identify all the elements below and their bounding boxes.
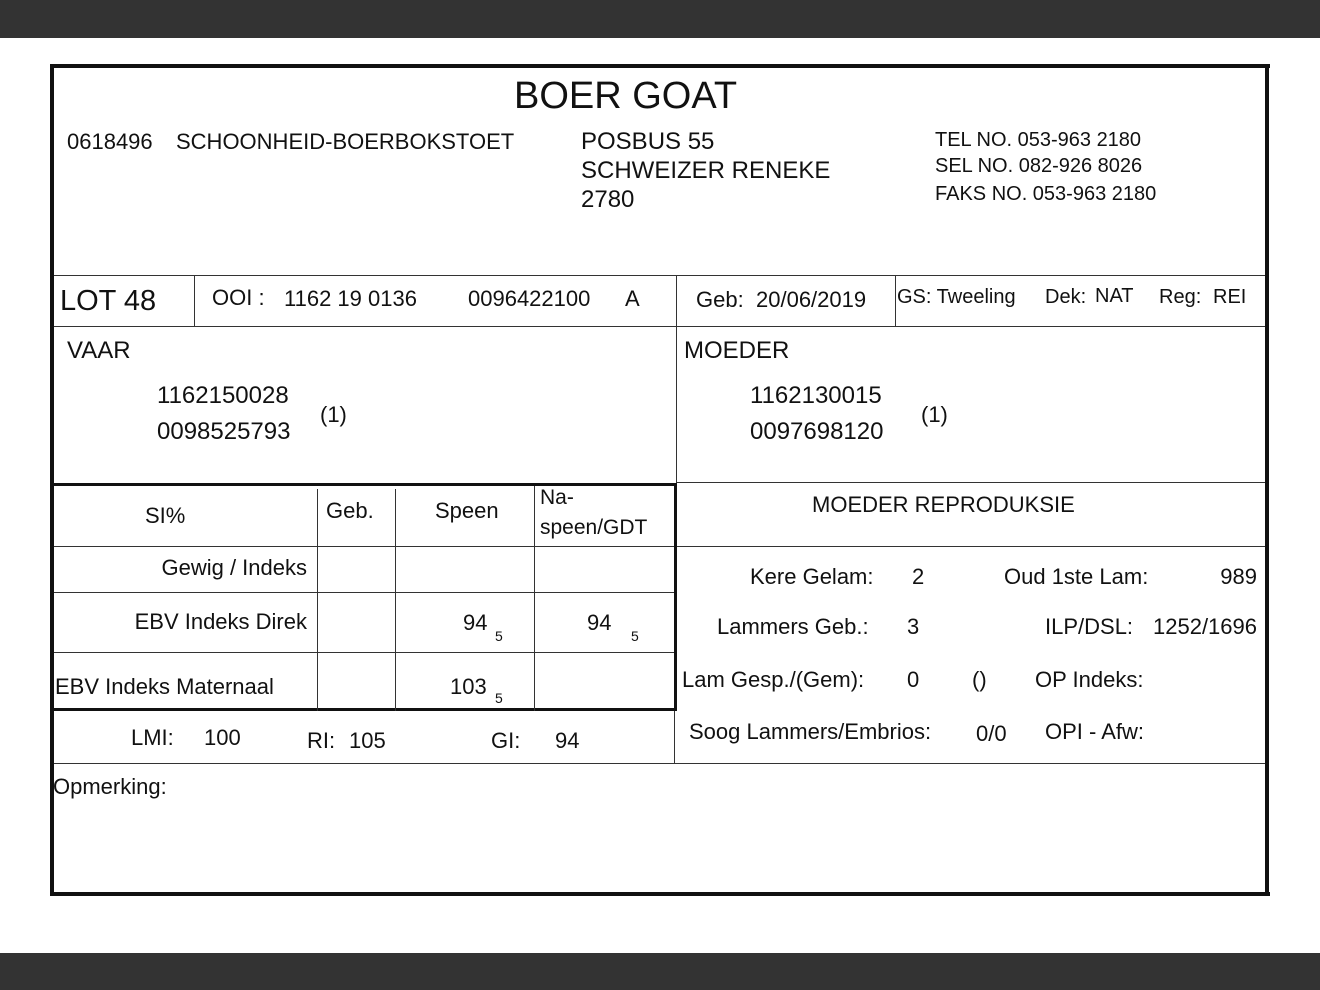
ebv-maternaal-speen-sub: 5 <box>495 690 503 706</box>
opi-label: OPI - Afw: <box>1045 719 1145 744</box>
divider-lot-row <box>54 326 1265 327</box>
indexes-divider <box>674 711 675 764</box>
reg-label: Reg: <box>1159 286 1202 308</box>
ooi-number: 0096422100 <box>468 286 591 311</box>
ooi-id: 1162 19 0136 <box>284 286 417 311</box>
ebv-maternaal-speen: 103 <box>450 674 487 699</box>
divider-moeder <box>676 482 1265 483</box>
frame-right <box>1265 64 1269 896</box>
moeder-id-2: 0097698120 <box>750 418 884 445</box>
bottom-bar <box>0 953 1320 990</box>
si-row-3 <box>54 652 674 653</box>
address-line-1: POSBUS 55 <box>581 128 715 155</box>
repro-title: MOEDER REPRODUKSIE <box>812 492 1075 517</box>
si-table-top <box>52 483 677 486</box>
reg-value: REI <box>1213 286 1247 308</box>
dek-value: NAT <box>1095 285 1134 307</box>
dek-label: Dek: <box>1045 286 1087 308</box>
si-row-1 <box>54 546 674 547</box>
row-label-ebv-direk: EBV Indeks Direk <box>134 609 307 634</box>
opmerking-label: Opmerking: <box>53 774 167 799</box>
lot-divider <box>194 275 195 326</box>
gi-label: GI: <box>491 728 521 753</box>
row-label-gewig: Gewig / Indeks <box>161 555 307 580</box>
top-bar <box>0 0 1320 38</box>
si-col-2 <box>395 489 396 711</box>
moeder-id-1: 1162130015 <box>750 382 882 409</box>
lmi-value: 100 <box>204 725 241 750</box>
moeder-note: (1) <box>921 402 948 427</box>
speen-header: Speen <box>435 498 499 523</box>
frame-top <box>50 64 1270 68</box>
vaar-id-2: 0098525793 <box>157 418 291 445</box>
lmi-label: LMI: <box>131 725 174 750</box>
si-col-1 <box>317 489 318 711</box>
lammers-value: 3 <box>907 614 920 639</box>
lammers-label: Lammers Geb.: <box>717 614 869 639</box>
oud-label: Oud 1ste Lam: <box>1004 564 1149 589</box>
ri-label: RI: <box>307 728 336 753</box>
kere-gelam-label: Kere Gelam: <box>750 564 874 589</box>
breeder-name: SCHOONHEID-BOERBOKSTOET <box>176 129 515 154</box>
ebv-direk-speen-sub: 5 <box>495 628 503 644</box>
page-title: BOER GOAT <box>514 75 738 117</box>
divider-header <box>54 275 1265 276</box>
ooi-label: OOI : <box>212 285 265 310</box>
ilp-label: ILP/DSL: <box>1045 614 1134 639</box>
frame-bottom <box>50 892 1270 896</box>
breeder-number: 0618496 <box>67 129 153 154</box>
vaar-label: VAAR <box>67 337 131 364</box>
row-label-ebv-maternaal: EBV Indeks Maternaal <box>55 674 274 699</box>
naspeen-header-line-1: Na- <box>540 486 574 509</box>
ebv-direk-speen: 94 <box>463 610 488 635</box>
faks-number: FAKS NO. 053-963 2180 <box>935 183 1157 205</box>
divider-opmerking <box>54 763 1265 764</box>
si-table-right <box>674 483 677 711</box>
kere-gelam-value: 2 <box>912 564 925 589</box>
lot-number: LOT 48 <box>60 285 157 317</box>
ebv-direk-naspeen: 94 <box>587 610 612 635</box>
vaar-moeder-divider <box>676 275 677 483</box>
si-header: SI% <box>145 503 186 528</box>
ebv-direk-naspeen-sub: 5 <box>631 628 639 644</box>
divider-repro-title <box>676 546 1265 547</box>
ooi-grade: A <box>625 286 640 311</box>
si-row-2 <box>54 592 674 593</box>
gi-value: 94 <box>555 728 580 753</box>
geb-header: Geb. <box>326 498 374 523</box>
gs-label: GS: Tweeling <box>897 286 1016 308</box>
soog-label: Soog Lammers/Embrios: <box>689 719 932 744</box>
si-col-3 <box>534 486 535 711</box>
lam-gesp-gem: () <box>972 667 987 692</box>
frame-left <box>50 64 54 896</box>
ilp-value: 1252/1696 <box>1153 614 1257 639</box>
si-table-bottom <box>52 708 677 711</box>
geb-date: 20/06/2019 <box>756 287 867 312</box>
lam-gesp-label: Lam Gesp./(Gem): <box>682 667 865 692</box>
soog-value: 0/0 <box>976 721 1007 746</box>
tel-number: TEL NO. 053-963 2180 <box>935 129 1142 151</box>
sel-number: SEL NO. 082-926 8026 <box>935 155 1143 177</box>
geb-label: Geb: <box>696 287 744 312</box>
moeder-label: MOEDER <box>684 337 790 364</box>
geb-divider <box>895 275 896 326</box>
address-line-3: 2780 <box>581 186 635 213</box>
naspeen-header-line-2: speen/GDT <box>540 516 648 539</box>
ri-value: 105 <box>349 728 386 753</box>
oud-value: 989 <box>1220 564 1257 589</box>
vaar-note: (1) <box>320 402 347 427</box>
vaar-id-1: 1162150028 <box>157 382 289 409</box>
lam-gesp-value: 0 <box>907 667 920 692</box>
op-indeks-label: OP Indeks: <box>1035 667 1144 692</box>
address-line-2: SCHWEIZER RENEKE <box>581 157 831 184</box>
